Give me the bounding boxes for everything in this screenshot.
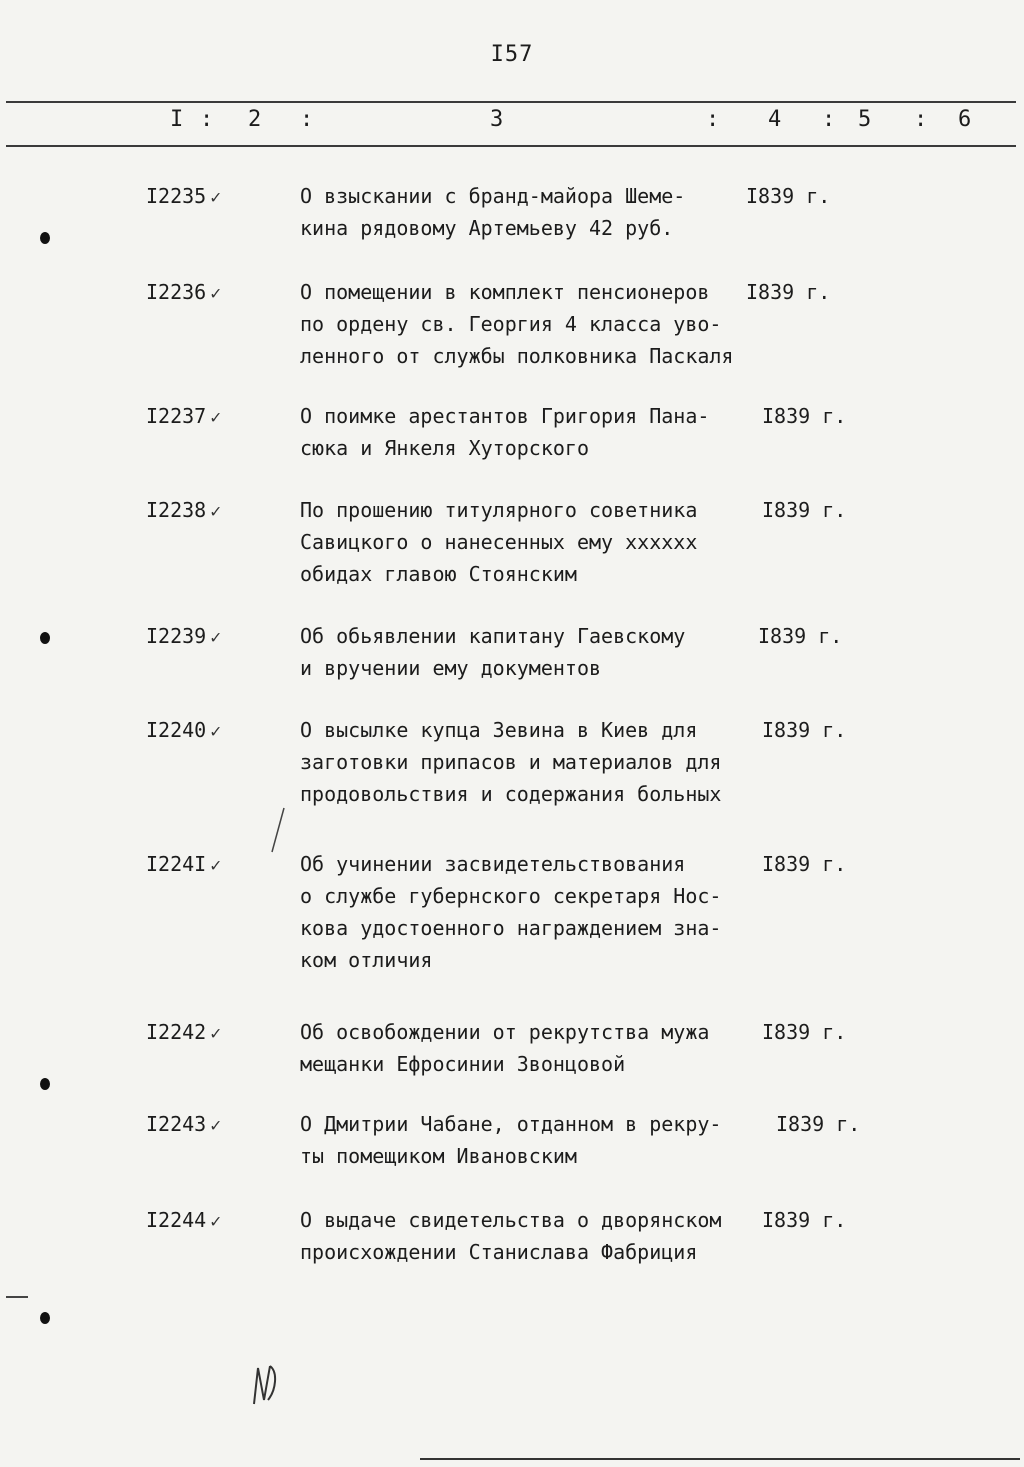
record-year: I839 г.: [746, 280, 831, 304]
record-year: I839 г.: [762, 1208, 847, 1232]
record-number: I2239 ✓: [146, 620, 221, 654]
column-header-3: 3: [490, 107, 504, 132]
record-number: I2236 ✓: [146, 276, 221, 310]
check-mark-icon: ✓: [210, 1115, 222, 1136]
record-number: I2237 ✓: [146, 400, 221, 434]
record-title: О помещении в комплект пенсионеров по ордену св. Георгия 4 класса уво- ленного от службы полковника Паскаля: [300, 280, 734, 368]
record-number: I2242 ✓: [146, 1016, 221, 1050]
column-separator: :: [200, 107, 214, 132]
pencil-slash-icon: [268, 806, 288, 856]
record-year: I839 г.: [776, 1112, 861, 1136]
check-mark-icon: ✓: [210, 187, 222, 208]
check-mark-icon: ✓: [210, 1211, 222, 1232]
record-number: I2235 ✓: [146, 180, 221, 214]
record-year: I839 г.: [746, 184, 831, 208]
column-separator: :: [914, 107, 928, 132]
record-year: I839 г.: [758, 624, 843, 648]
record-number: I224I ✓: [146, 848, 221, 882]
record-number: I2244 ✓: [146, 1204, 221, 1238]
record-title: По прошению титулярного советника Савицкого о нанесенных ему xxxxxx обидах главою Стоянским: [300, 498, 698, 586]
record-title: О взыскании с бранд-майора Шеме- кина рядовому Артемьеву 42 руб.: [300, 184, 686, 240]
record-year: I839 г.: [762, 404, 847, 428]
handwritten-mark-icon: [250, 1360, 280, 1410]
header-top-rule: [6, 101, 1016, 103]
check-mark-icon: ✓: [210, 501, 222, 522]
record-year: I839 г.: [762, 498, 847, 522]
punch-hole-icon: [40, 1078, 50, 1090]
header-bottom-rule: [6, 145, 1016, 147]
record-title: О поимке арестантов Григория Пана- сюка и Янкеля Хуторского: [300, 404, 710, 460]
record-year: I839 г.: [762, 718, 847, 742]
check-mark-icon: ✓: [210, 721, 222, 742]
column-header-1: I: [170, 107, 184, 132]
record-title: Об обьявлении капитану Гаевскому и вручении ему документов: [300, 624, 686, 680]
check-mark-icon: ✓: [210, 1023, 222, 1044]
column-header-row: [0, 107, 1024, 139]
record-title: О Дмитрии Чабане, отданном в рекру- ты помещиком Ивановским: [300, 1112, 722, 1168]
page-bottom-rule: [420, 1458, 1020, 1460]
column-separator: :: [300, 107, 314, 132]
column-header-4: 4: [768, 107, 782, 132]
record-number: I2238 ✓: [146, 494, 221, 528]
record-title: О выдаче свидетельства о дворянском происхождении Станислава Фабриция: [300, 1208, 722, 1264]
punch-hole-icon: [40, 632, 50, 644]
record-year: I839 г.: [762, 852, 847, 876]
page-number: I57: [490, 42, 534, 67]
column-separator: :: [706, 107, 720, 132]
check-mark-icon: ✓: [210, 627, 222, 648]
record-number: I2243 ✓: [146, 1108, 221, 1142]
column-header-2: 2: [248, 107, 262, 132]
check-mark-icon: ✓: [210, 283, 222, 304]
punch-hole-icon: [40, 1312, 50, 1324]
margin-dash: [6, 1296, 28, 1298]
check-mark-icon: ✓: [210, 855, 222, 876]
column-separator: :: [822, 107, 836, 132]
record-title: Об учинении засвидетельствования о службе губернского секретаря Нос- кова удостоенного награждением зна- ком отличия: [300, 852, 722, 972]
record-title: О высылке купца Зевина в Киев для заготовки припасов и материалов для продовольствия и содержания больных: [300, 718, 722, 806]
punch-hole-icon: [40, 232, 50, 244]
record-number: I2240 ✓: [146, 714, 221, 748]
record-title: Об освобождении от рекрутства мужа мещанки Ефросинии Звонцовой: [300, 1020, 710, 1076]
column-header-6: 6: [958, 107, 972, 132]
column-header-5: 5: [858, 107, 872, 132]
record-year: I839 г.: [762, 1020, 847, 1044]
check-mark-icon: ✓: [210, 407, 222, 428]
